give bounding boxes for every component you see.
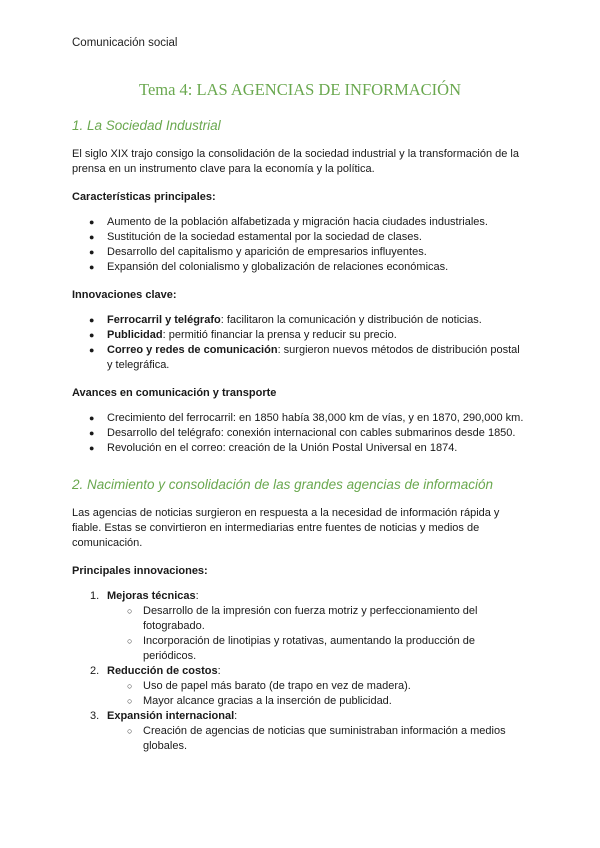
bullet-icon: ● xyxy=(89,232,95,242)
avances-heading: Avances en comunicación y transporte xyxy=(72,387,277,399)
list-item xyxy=(72,411,528,426)
numbered-item xyxy=(72,589,528,664)
list-item-text: Crecimiento del ferrocarril: en 1850 había 38,000 km de vías, y en 1870, 290,000 km. xyxy=(107,412,524,424)
sub-list-item xyxy=(107,604,528,634)
bullet-icon: ● xyxy=(89,315,95,325)
running-header: Comunicación social xyxy=(72,37,178,49)
sub-list xyxy=(107,604,528,664)
section1-intro: El siglo XIX trajo consigo la consolidación de la sociedad industrial y la transformación de la prensa en un instrumento clave para la economía y la política. xyxy=(72,148,519,175)
bullet-icon: ● xyxy=(89,428,95,438)
numbered-item xyxy=(72,709,528,754)
innovaciones-list xyxy=(72,313,528,373)
list-item-text: : surgieron nuevos métodos de distribución postal y telegráfica. xyxy=(107,344,520,371)
bullet-icon: ● xyxy=(89,217,95,227)
circle-bullet-icon: ○ xyxy=(127,696,133,706)
avances-list xyxy=(72,411,528,456)
item-suffix: : xyxy=(217,665,221,677)
bullet-icon: ● xyxy=(89,330,95,340)
list-item-text: Desarrollo del telégrafo: conexión internacional con cables submarinos desde 1850. xyxy=(107,427,516,439)
list-item xyxy=(72,230,528,245)
sub-list-item xyxy=(107,679,528,694)
sub-item-text: Incorporación de linotipias y rotativas, aumentando la producción de periódicos. xyxy=(143,635,476,662)
sub-item-text: Desarrollo de la impresión con fuerza motriz y perfeccionamiento del fotograbado. xyxy=(143,605,478,632)
list-item xyxy=(72,215,528,230)
numbered-item xyxy=(72,664,528,709)
item-number: 2. xyxy=(90,665,100,677)
list-item-text: Desarrollo del capitalismo y aparición de empresarios influyentes. xyxy=(107,246,427,258)
item-number: 3. xyxy=(90,710,100,722)
circle-bullet-icon: ○ xyxy=(127,726,133,736)
sub-list-item xyxy=(107,724,528,754)
list-item-term: Correo y redes de comunicación xyxy=(107,344,278,356)
list-item xyxy=(72,426,528,441)
principales-heading: Principales innovaciones: xyxy=(72,565,208,577)
item-suffix: : xyxy=(234,710,238,722)
sub-item-text: Mayor alcance gracias a la inserción de publicidad. xyxy=(143,695,392,707)
bullet-icon: ● xyxy=(89,443,95,453)
list-item-text: : permitió financiar la prensa y reducir su precio. xyxy=(162,329,397,341)
list-item-term: Publicidad xyxy=(107,329,163,341)
caracteristicas-list xyxy=(72,215,528,275)
bullet-icon: ● xyxy=(89,413,95,423)
item-suffix: : xyxy=(195,590,199,602)
sub-list xyxy=(107,679,528,709)
list-item xyxy=(72,343,528,373)
bullet-icon: ● xyxy=(89,345,95,355)
bullet-icon: ● xyxy=(89,262,95,272)
section-heading-sociedad-industrial: 1. La Sociedad Industrial xyxy=(72,118,221,133)
list-item xyxy=(72,328,528,343)
list-item xyxy=(72,313,528,328)
circle-bullet-icon: ○ xyxy=(127,681,133,691)
list-item xyxy=(72,245,528,260)
list-item-text: : facilitaron la comunicación y distribución de noticias. xyxy=(220,314,482,326)
principales-list xyxy=(72,589,528,754)
document-title: Tema 4: LAS AGENCIAS DE INFORMACIÓN xyxy=(139,80,461,99)
sub-list-item xyxy=(107,634,528,664)
list-item-term: Ferrocarril y telégrafo xyxy=(107,314,221,326)
circle-bullet-icon: ○ xyxy=(127,636,133,646)
section-heading-agencias: 2. Nacimiento y consolidación de las grandes agencias de información xyxy=(72,477,493,492)
bullet-icon: ● xyxy=(89,247,95,257)
list-item-text: Sustitución de la sociedad estamental por la sociedad de clases. xyxy=(107,231,422,243)
item-term: Reducción de costos xyxy=(107,665,218,677)
item-term: Expansión internacional xyxy=(107,710,235,722)
sub-item-text: Uso de papel más barato (de trapo en vez de madera). xyxy=(143,680,411,692)
sub-item-text: Creación de agencias de noticias que suministraban información a medios globales. xyxy=(143,725,506,752)
innovaciones-heading: Innovaciones clave: xyxy=(72,289,177,301)
item-term: Mejoras técnicas xyxy=(107,590,196,602)
list-item-text: Expansión del colonialismo y globalización de relaciones económicas. xyxy=(107,261,449,273)
section2-intro: Las agencias de noticias surgieron en respuesta a la necesidad de información rápida y fiable. Estas se convirtieron en intermediarias entre fuentes de noticias y medios de comunicación. xyxy=(72,507,500,549)
circle-bullet-icon: ○ xyxy=(127,606,133,616)
sub-list xyxy=(107,724,528,754)
list-item xyxy=(72,260,528,275)
caracteristicas-heading: Características principales: xyxy=(72,191,216,203)
sub-list-item xyxy=(107,694,528,709)
list-item xyxy=(72,441,528,456)
item-number: 1. xyxy=(90,590,100,602)
list-item-text: Aumento de la población alfabetizada y migración hacia ciudades industriales. xyxy=(107,216,488,228)
list-item-text: Revolución en el correo: creación de la Unión Postal Universal en 1874. xyxy=(107,442,458,454)
